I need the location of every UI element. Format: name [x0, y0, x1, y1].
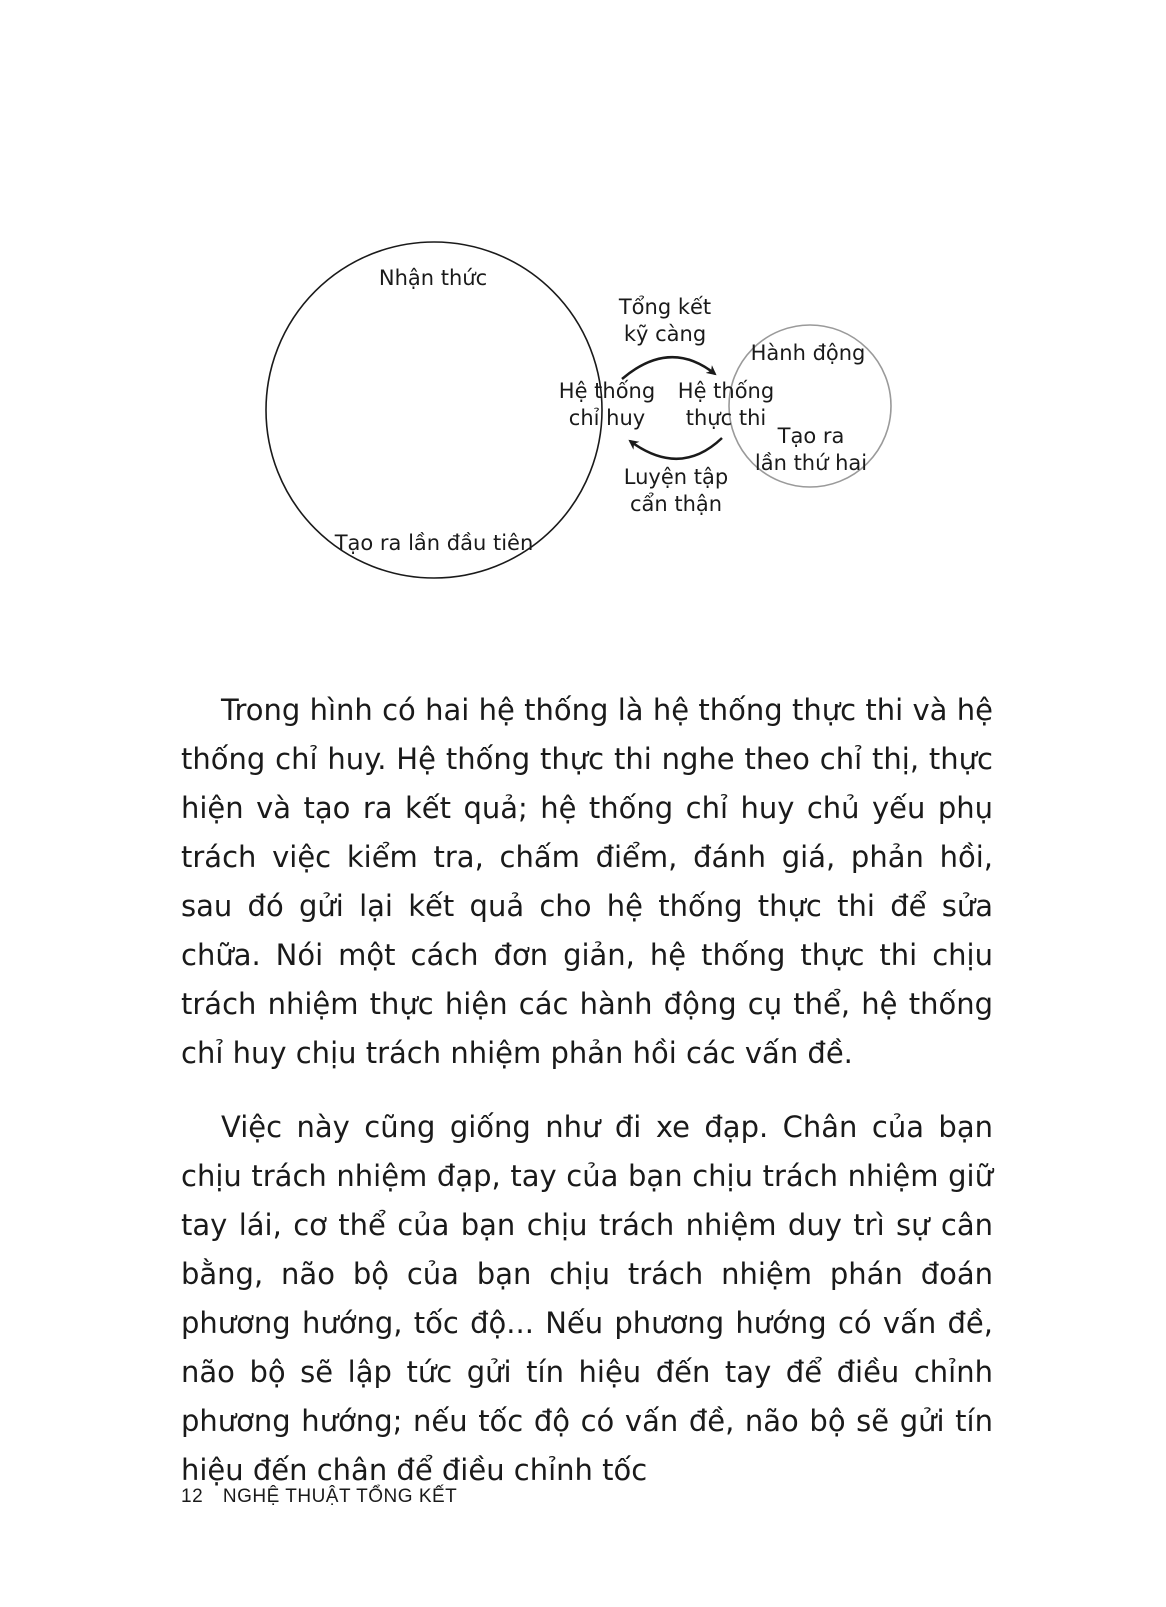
- page-number: 12: [181, 1486, 204, 1507]
- thorough-review-label-line1: Tổng kết: [618, 295, 712, 319]
- book-title: NGHỆ THUẬT TỔNG KẾT: [222, 1486, 458, 1507]
- cognition-label: Nhận thức: [378, 266, 488, 290]
- execution-system-label-line2: thực thi: [685, 406, 767, 430]
- command-system-label-line1: Hệ thống: [558, 379, 656, 403]
- careful-practice-label-line1: Luyện tập: [623, 465, 729, 489]
- first-creation-label: Tạo ra lần đầu tiên: [334, 531, 534, 555]
- body-paragraph-2: Việc này cũng giống như đi xe đạp. Chân của bạn chịu trách nhiệm đạp, tay của bạn chịu trách nhiệm giữ tay lái, cơ thể của bạn chịu trách nhiệm duy trì sự cân bằng, não bộ của bạn chịu trách nhiệm phán đoán phương hướng, tốc độ... Nếu phương hướng có vấn đề, não bộ sẽ lập tức gửi tín hiệu đến tay để điều chỉnh phương hướng; nếu tốc độ có vấn đề, não bộ sẽ gửi tín hiệu đến chân để điều chỉnh tốc: [181, 1110, 993, 1487]
- action-label: Hành động: [750, 341, 866, 365]
- page-footer: [181, 1486, 457, 1508]
- forward-arrow: [622, 357, 715, 379]
- careful-practice-label-line2: cẩn thận: [629, 492, 723, 516]
- second-creation-label-line1: Tạo ra: [777, 424, 845, 448]
- command-system-circle: [266, 242, 602, 578]
- body-paragraph-1: Trong hình có hai hệ thống là hệ thống thực thi và hệ thống chỉ huy. Hệ thống thực thi nghe theo chỉ thị, thực hiện và tạo ra kết quả; hệ thống chỉ huy chủ yếu phụ trách việc kiểm tra, chấm điểm, đánh giá, phản hồi, sau đó gửi lại kết quả cho hệ thống thực thi để sửa chữa. Nói một cách đơn giản, hệ thống thực thi chịu trách nhiệm thực hiện các hành động cụ thể, hệ thống chỉ huy chịu trách nhiệm phản hồi các vấn đề.: [181, 693, 993, 1070]
- thorough-review-label-line2: kỹ càng: [623, 322, 707, 346]
- second-creation-label-line2: lần thứ hai: [754, 451, 868, 475]
- command-system-label-line2: chỉ huy: [568, 406, 646, 430]
- system-diagram: [0, 0, 1166, 620]
- execution-system-label-line1: Hệ thống: [677, 379, 775, 403]
- backward-arrow: [630, 438, 722, 459]
